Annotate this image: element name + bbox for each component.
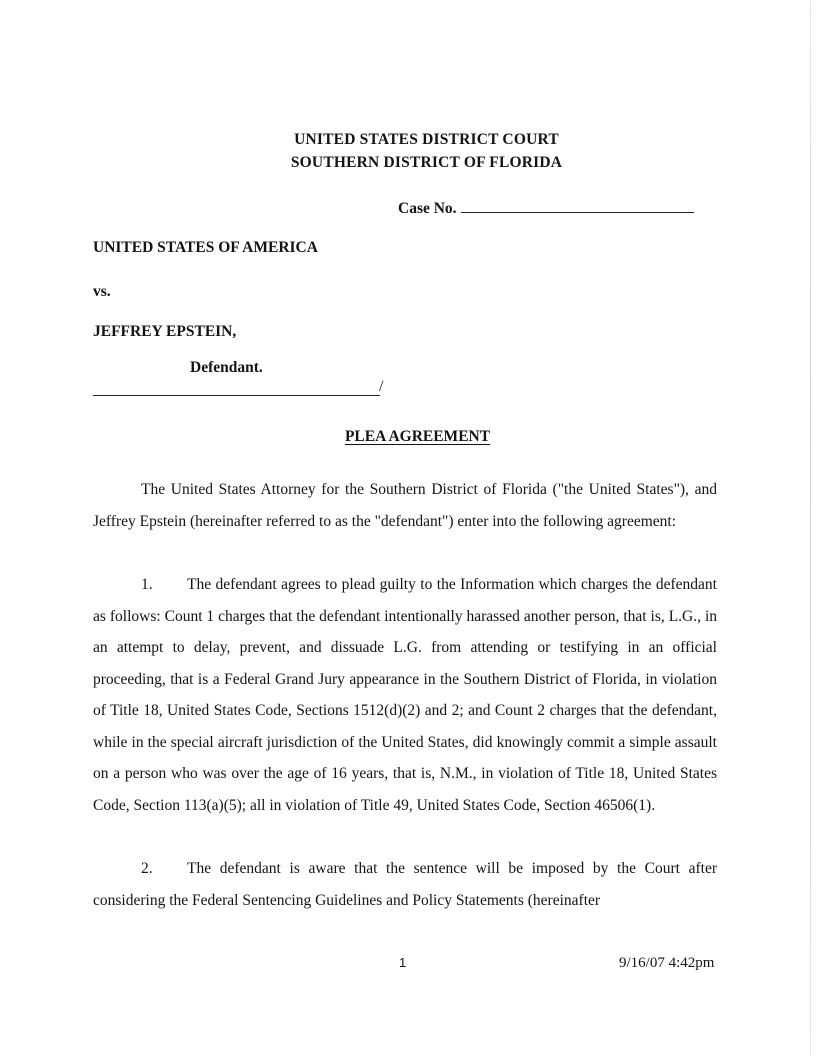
paragraph-2-text: The defendant is aware that the sentence will be imposed by the Court after considering the Federal Sentencing Guidelines and Policy Statements (hereinafter [93, 860, 717, 909]
case-number-label: Case No. [398, 200, 457, 217]
paragraph-1-number: 1. [141, 576, 153, 593]
paragraph-1-text: The defendant agrees to plead guilty to the Information which charges the defendant as follows: Count 1 charges that the defendant intentionally harassed another person, that is, L.G., in an attempt to delay, prevent, and dissuade L.G. from attending or testifying in an official proceeding, that is a Federal Grand Jury appearance in the Southern District of Florida, in violation of Title 18, United States Code, Sections 1512(d)(2) and 2; and Count 2 charges that the defendant, while in the special aircraft jurisdiction of the United States, did knowingly commit a simple assault on a person who was over the age of 16 years, that is, N.M., in violation of Title 18, United States Code, Section 113(a)(5); all in violation of Title 49, United States Code, Section 46506(1). [93, 576, 717, 814]
caption-slash: / [379, 378, 384, 395]
court-district: SOUTHERN DISTRICT OF FLORIDA [290, 154, 563, 171]
case-number-blank [461, 198, 694, 213]
paragraph-2 [93, 853, 717, 916]
paragraph-1 [93, 569, 717, 821]
versus-label: vs. [93, 283, 111, 300]
caption-rule [93, 395, 380, 396]
court-name: UNITED STATES DISTRICT COURT [294, 131, 559, 148]
case-number-line [398, 198, 694, 218]
paragraph-2-number: 2. [141, 860, 153, 877]
defendant-label: Defendant. [190, 359, 263, 376]
print-timestamp: 9/16/07 4:42pm [619, 955, 715, 971]
intro-paragraph: The United States Attorney for the Southern District of Florida ("the United States"), and Jeffrey Epstein (hereinafter referred to as the "defendant") enter into the following agreement: [93, 481, 717, 530]
plaintiff-name: UNITED STATES OF AMERICA [93, 239, 318, 256]
page-number: 1 [399, 955, 407, 970]
defendant-name: JEFFREY EPSTEIN, [93, 323, 237, 340]
document-title-text: PLEA AGREEMENT [344, 428, 491, 445]
document-title [0, 428, 817, 446]
